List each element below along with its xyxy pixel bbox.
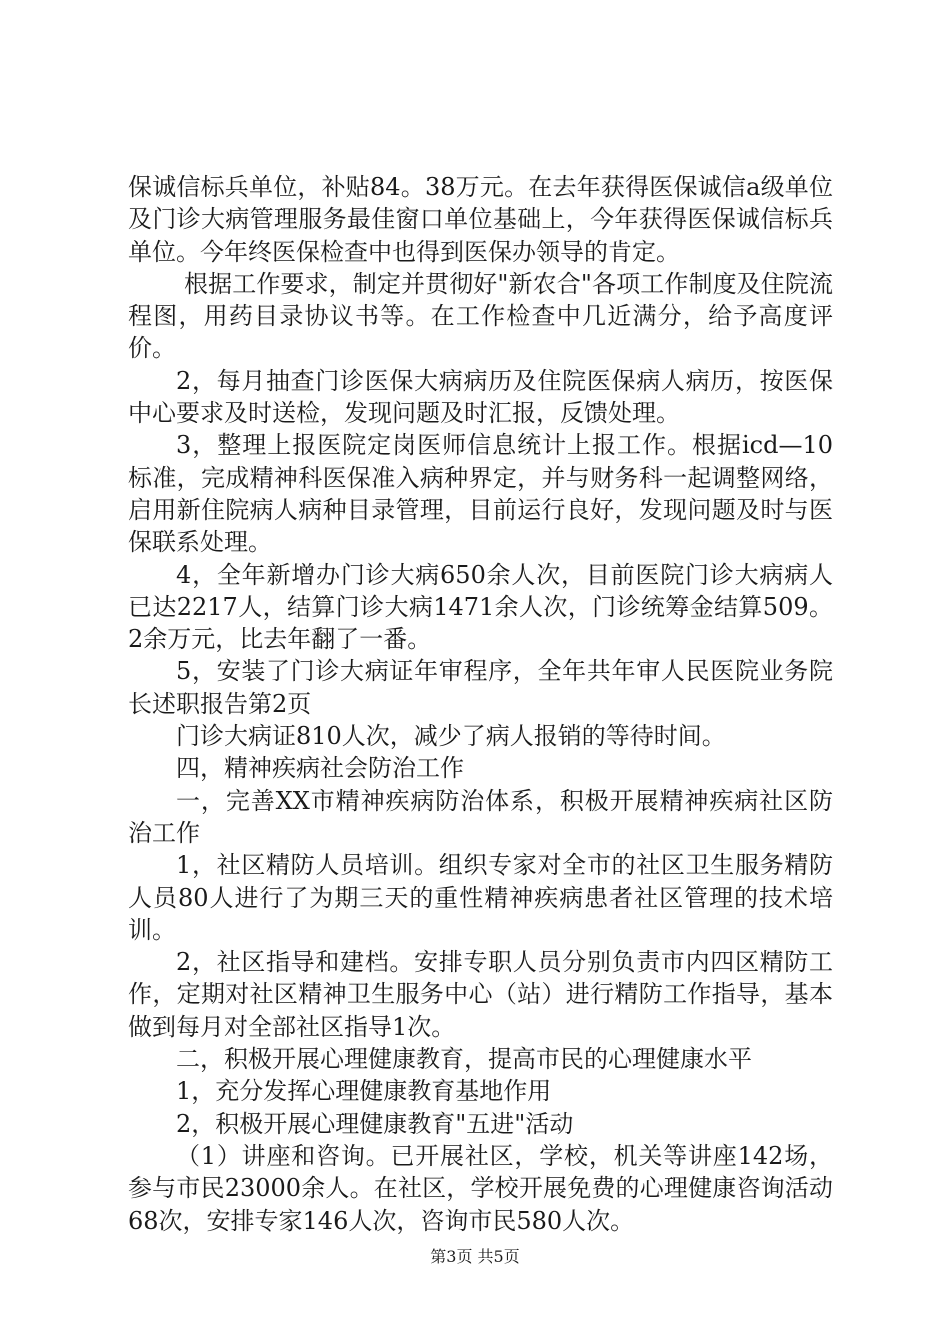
paragraph: 5，安装了门诊大病证年审程序，全年共年审人民医院业务院长述职报告第2页 (128, 657, 833, 718)
page-footer: 第3页 共5页 (430, 1247, 520, 1266)
document-body (128, 171, 833, 1237)
paragraph: 根据工作要求，制定并贯彻好"新农合"各项工作制度及住院流程图，用药目录协议书等。在工作检查中几近满分，给予高度评价。 (128, 269, 833, 363)
paragraph: 2，积极开展心理健康教育"五进"活动 (176, 1109, 574, 1138)
paragraph: （1）讲座和咨询。已开展社区，学校，机关等讲座142场，参与市民23000余人。在社区，学校开展免费的心理健康咨询活动68次，安排专家146人次，咨询市民580人次。 (128, 1141, 833, 1235)
paragraph: 3，整理上报医院定岗医师信息统计上报工作。根据icd—10标准，完成精神科医保准入病种界定，并与财务科一起调整网络，启用新住院病人病种目录管理，目前运行良好，发现问题及时与医保联系处理。 (128, 431, 833, 557)
subsection-heading: 二，积极开展心理健康教育，提高市民的心理健康水平 (176, 1045, 752, 1074)
paragraph: 2，每月抽查门诊医保大病病历及住院医保病人病历，按医保中心要求及时送检，发现问题及时汇报，反馈处理。 (128, 366, 833, 428)
section-heading: 四，精神疾病社会防治工作 (176, 754, 464, 783)
paragraph: 门诊大病证810人次，减少了病人报销的等待时间。 (176, 722, 726, 751)
paragraph: 2，社区指导和建档。安排专职人员分别负责市内四区精防工作，定期对社区精神卫生服务中心（站）进行精防工作指导，基本做到每月对全部社区指导1次。 (128, 948, 833, 1041)
subsection-heading: 一，完善XX市精神疾病防治体系，积极开展精神疾病社区防治工作 (128, 786, 833, 847)
paragraph: 保诚信标兵单位，补贴84。38万元。在去年获得医保诚信a级单位及门诊大病管理服务最佳窗口单位基础上，今年获得医保诚信标兵单位。今年终医保检查中也得到医保办领导的肯定。 (128, 173, 833, 266)
paragraph: 1，社区精防人员培训。组织专家对全市的社区卫生服务精防人员80人进行了为期三天的重性精神疾病患者社区管理的技术培训。 (128, 851, 833, 944)
paragraph: 1，充分发挥心理健康教育基地作用 (176, 1077, 552, 1106)
paragraph: 4，全年新增办门诊大病650余人次，目前医院门诊大病病人已达2217人，结算门诊大病1471余人次，门诊统筹金结算509。2余万元，比去年翻了一番。 (128, 560, 833, 654)
